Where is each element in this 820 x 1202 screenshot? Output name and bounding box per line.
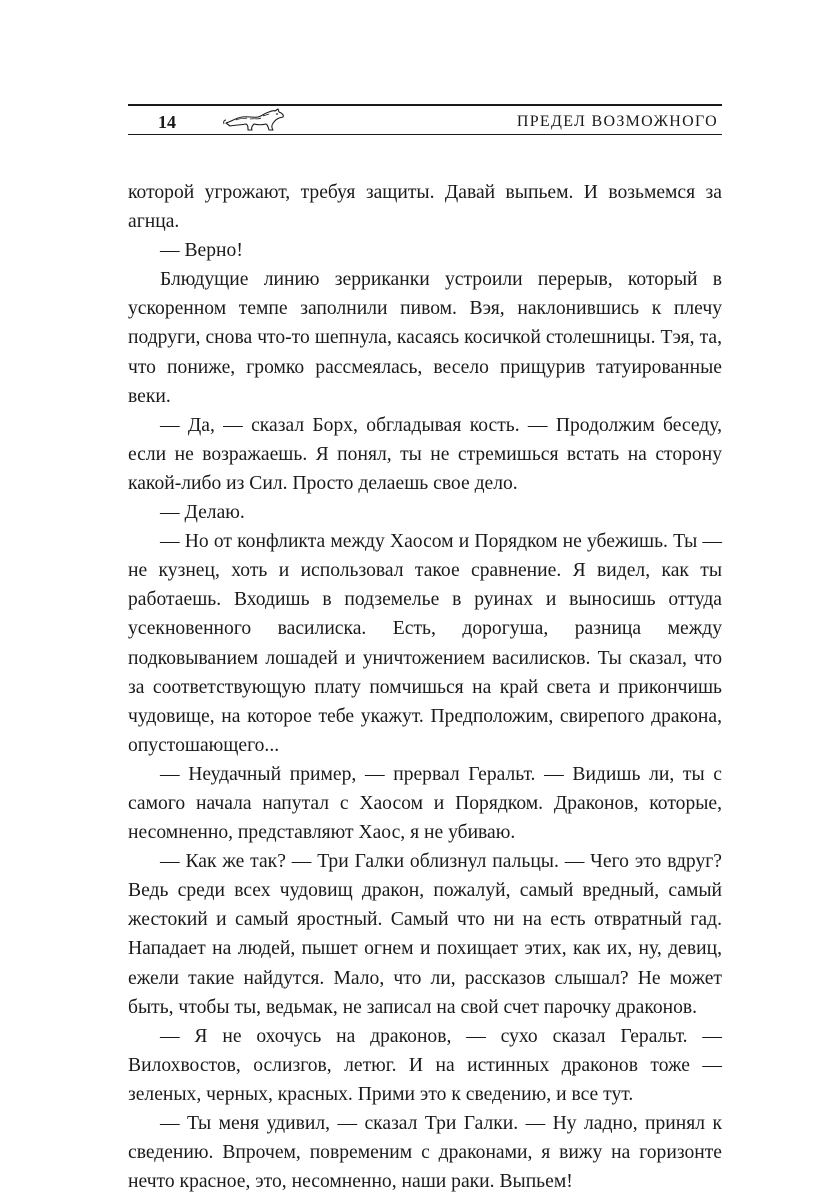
paragraph: — Делаю. [160,502,245,524]
paragraph: — Верно! [160,240,243,262]
running-header [128,104,722,138]
paragraph: которой угрожают, требуя защиты. Давай выпьем. И возьмемся за агнца. [128,182,722,233]
paragraph: — Но от конфликта между Хаосом и Порядком не убежишь. Ты — не кузнец, хоть и использовал такое сравнение. Я видел, как ты работаешь. Входишь в подземелье в руинах и выносишь оттуда усекновенного василиска. Есть, дорогуша, разница между подковыванием лошадей и уничтожением василисков. Ты сказал, что за соответствующую плату помчишься на край света и прикончишь чудовище, на которое тебе укажут. Предположим, свирепого дракона, опустошающего... [128,531,722,756]
running-title: ПРЕДЕЛ ВОЗМОЖНОГО [516,113,718,130]
paragraph: — Да, — сказал Борх, обгладывая кость. — Продолжим беседу, если не возражаешь. Я понял, ты не стремишься встать на сторону какой-либо из Сил. Просто делаешь свое дело. [128,414,722,494]
header-rule-top [128,104,722,106]
paragraph: — Неудачный пример, — прервал Геральт. — Видишь ли, ты с самого начала напутал с Хаосом и Порядком. Драконов, которые, несомненно, представляют Хаос, я не убиваю. [128,763,722,844]
paragraph: — Я не охочусь на драконов, — сухо сказал Геральт. — Вилохвостов, ослизгов, летюг. И на истинных драконов тоже — зеленых, черных, красных. Прими это к сведению, и все тут. [128,1025,722,1105]
paragraph: Блюдущие линию зерриканки устроили перерыв, который в ускоренном темпе заполнили пивом. Вэя, наклонившись к плечу подруги, снова что-то шепнула, касаясь косичкой столешницы. Тэя, та, что пониже, громко рассмеялась, весело прищурив татуированные веки. [128,269,722,407]
header-rule-bottom [128,134,722,135]
paragraph: — Ты меня удивил, — сказал Три Галки. — Ну ладно, принял к сведению. Впрочем, повременим с драконами, я вижу на горизонте нечто красное, это, несомненно, наши раки. Выпьем! [128,1113,722,1193]
paragraph: — Как же так? — Три Галки облизнул пальцы. — Чего это вдруг? Ведь среди всех чудовищ дракон, пожалуй, самый вредный, самый жестокий и самый яростный. Самый что ни на есть отвратный гад. Нападает на людей, пышет огнем и похищает этих, как их, ну, девиц, ежели такие найдутся. Мало, что ли, рассказов слышал? Не может быть, чтобы ты, ведьмак, не записал на свой счет парочку драконов. [128,851,722,1018]
page-number: 14 [158,112,176,132]
body-text [128,178,722,1196]
wolf-emblem-icon [222,106,288,133]
